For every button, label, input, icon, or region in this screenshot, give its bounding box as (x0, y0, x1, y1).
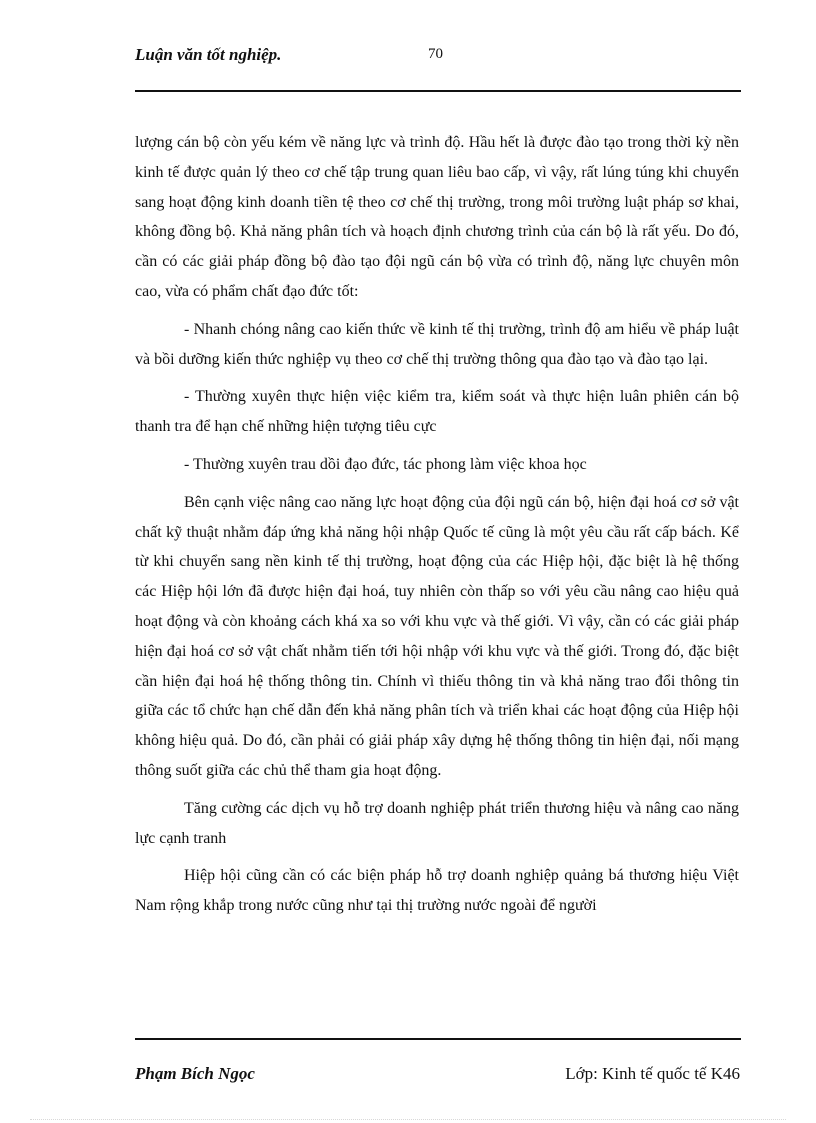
running-header-title: Luận văn tốt nghiệp. (135, 45, 282, 64)
footer-author: Phạm Bích Ngọc (135, 1064, 255, 1083)
page-number: 70 (428, 46, 443, 62)
paragraph-bullet-market-knowledge: - Nhanh chóng nâng cao kiến thức về kinh tế thị trường, trình độ am hiểu về pháp luật và bồi dưỡng kiến thức nghiệp vụ theo cơ chế thị trường thông qua đào tạo và đào tạo lại. (135, 320, 739, 368)
paragraph-staff-weakness: lượng cán bộ còn yếu kém về năng lực và trình độ. Hầu hết là được đào tạo trong thời kỳ nền kinh tế được quản lý theo cơ chế tập trung quan liêu bao cấp, vì vậy, rất lúng túng khi chuyển sang hoạt động kinh doanh tiền tệ theo cơ chế thị trường, trong môi trường luật pháp sơ khai, không đồng bộ. Khả năng phân tích và hoạch định chương trình của cán bộ là rất yếu. Do đó, cần có các giải pháp đồng bộ đào tạo đội ngũ cán bộ vừa có trình độ, năng lực chuyên môn cao, vừa có phẩm chất đạo đức tốt: (135, 134, 739, 300)
footer-divider (135, 1038, 741, 1040)
paragraph-bullet-inspection: - Thường xuyên thực hiện việc kiểm tra, kiểm soát và thực hiện luân phiên cán bộ thanh tra để hạn chế những hiện tượng tiêu cực (135, 388, 739, 436)
page-edge-divider (30, 1119, 786, 1120)
body-text (135, 128, 739, 929)
paragraph-bullet-ethics: - Thường xuyên trau dồi đạo đức, tác phong làm việc khoa học (184, 455, 587, 473)
paragraph-brand-promotion: Hiệp hội cũng cần có các biện pháp hỗ trợ doanh nghiệp quảng bá thương hiệu Việt Nam rộng khắp trong nước cũng như tại thị trường nước ngoài để người (135, 867, 739, 915)
footer-class-label: Lớp: Kinh tế quốc tế K46 (565, 1064, 740, 1083)
header-divider (135, 90, 741, 92)
paragraph-modernization: Bên cạnh việc nâng cao năng lực hoạt động của đội ngũ cán bộ, hiện đại hoá cơ sở vật chất kỹ thuật nhằm đáp ứng khả năng hội nhập Quốc tế cũng là một yêu cầu rất cấp bách. Kể từ khi chuyển sang nền kinh tế thị trường, hoạt động của các Hiệp hội, đặc biệt là hệ thống các Hiệp hội lớn đã được hiện đại hoá, tuy nhiên còn thấp so với yêu cầu nâng cao hiệu quả hoạt động và còn khoảng cách khá xa so với khu vực và thế giới. Vì vậy, cần có các giải pháp hiện đại hoá cơ sở vật chất nhằm tiến tới hội nhập với khu vực và thế giới. Trong đó, đặc biệt cần hiện đại hoá hệ thống thông tin. Chính vì thiếu thông tin và khả năng trao đổi thông tin giữa các tổ chức hạn chế dẫn đến khả năng phân tích và triển khai các hoạt động của Hiệp hội không hiệu quả. Do đó, cần phải có giải pháp xây dựng hệ thống thông tin hiện đại, nối mạng thông suốt giữa các chủ thể tham gia hoạt động. (135, 493, 739, 779)
paragraph-support-services: Tăng cường các dịch vụ hỗ trợ doanh nghiệp phát triển thương hiệu và nâng cao năng lực cạnh tranh (135, 799, 739, 847)
